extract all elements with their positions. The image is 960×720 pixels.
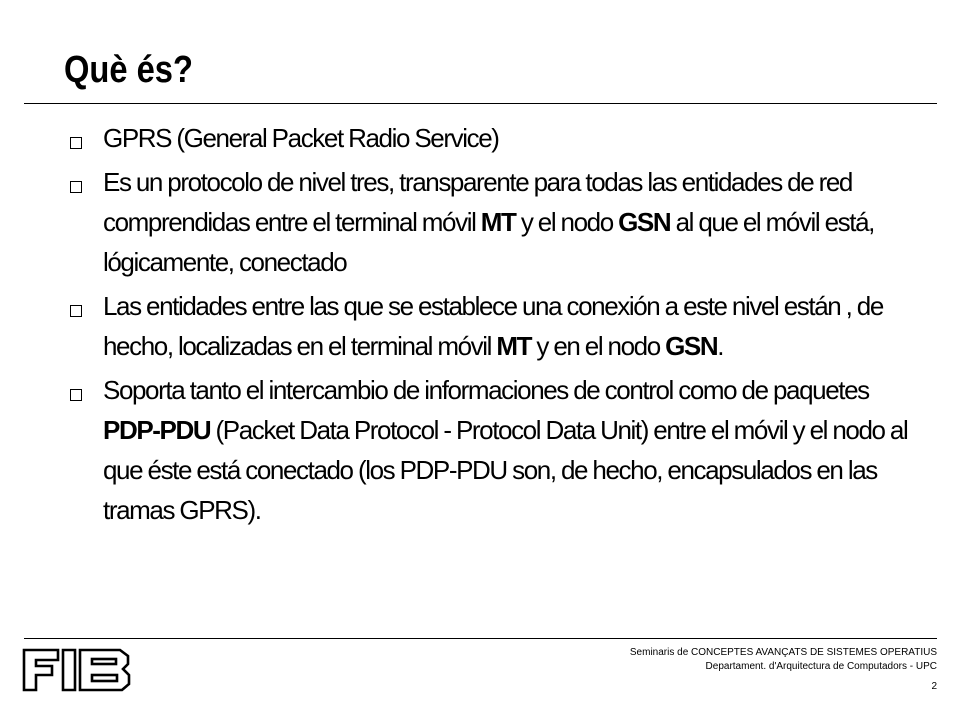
text-run: Soporta tanto el intercambio de informaciones de control como de paquetes — [103, 375, 869, 405]
text-run: GPRS (General Packet Radio Service) — [103, 123, 499, 153]
page-number: 2 — [931, 681, 937, 692]
footer-divider — [24, 638, 937, 639]
bold-term: MT — [496, 331, 532, 361]
bold-term: GSN — [618, 207, 671, 237]
text-run: Es un protocolo de nivel tres, transparente para todas las entidades de red comprendidas entre el terminal móvil — [103, 167, 852, 237]
text-run: y el nodo — [515, 207, 619, 237]
title-divider — [24, 103, 937, 104]
bullet-item — [68, 118, 924, 158]
bullet-item — [68, 370, 924, 530]
square-bullet-icon — [70, 137, 82, 149]
bold-term: MT — [480, 207, 516, 237]
bullet-text — [103, 286, 924, 366]
bullet-text — [103, 118, 924, 158]
square-bullet-icon — [70, 389, 82, 401]
text-run: Las entidades entre las que se establece una conexión a este nivel están , de hecho, localizadas en el terminal móvil — [103, 291, 883, 361]
bullet-item — [68, 162, 924, 282]
text-run: (Packet Data Protocol - Protocol Data Unit) entre el móvil y el nodo al que éste está conectado (los PDP-PDU son, de hecho, encapsulados en las tramas GPRS). — [103, 415, 908, 525]
bold-term: GSN — [665, 331, 718, 361]
bullet-text — [103, 370, 924, 530]
square-bullet-icon — [70, 181, 82, 193]
bullet-item — [68, 286, 924, 366]
footer-department: Departament. d'Arquitectura de Computadors - UPC — [705, 661, 937, 672]
text-run: . — [717, 331, 724, 361]
bold-term: PDP-PDU — [103, 415, 211, 445]
bullet-text — [103, 162, 924, 282]
bullet-list — [68, 118, 924, 534]
text-run: al que el móvil está, lógicamente, conectado — [103, 207, 874, 277]
fib-logo — [22, 648, 132, 692]
footer-course-name: Seminaris de CONCEPTES AVANÇATS DE SISTEMES OPERATIUS — [629, 647, 937, 658]
text-run: y en el nodo — [531, 331, 666, 361]
slide-title: Què és? — [64, 49, 193, 91]
square-bullet-icon — [70, 305, 82, 317]
